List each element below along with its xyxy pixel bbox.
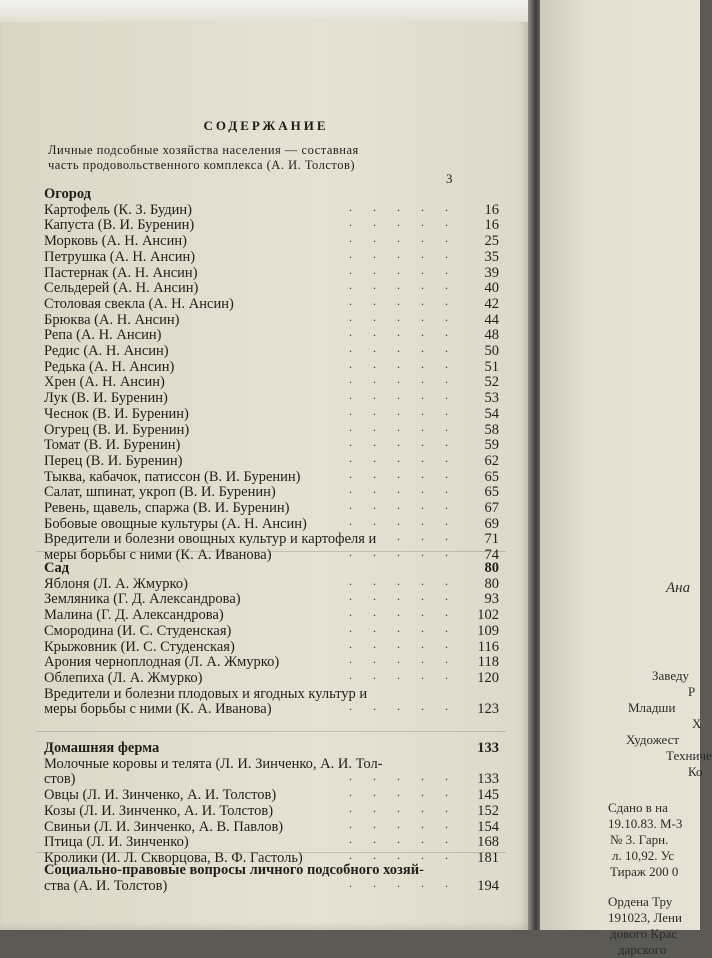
toc-page-number: 80 bbox=[484, 560, 499, 576]
toc-entry-title: Ревень, щавель, спаржа (В. И. Буренин) bbox=[44, 500, 290, 516]
leader-dots: . . . . . bbox=[349, 800, 457, 815]
section-divider bbox=[36, 731, 506, 732]
toc-entry-title: Птица (Л. И. Зинченко) bbox=[44, 834, 189, 851]
toc-title: СОДЕРЖАНИЕ bbox=[203, 118, 329, 133]
toc-entry-title: Малина (Г. Д. Александрова) bbox=[44, 607, 224, 624]
toc-page-number: 93 bbox=[484, 591, 499, 608]
section-divider bbox=[36, 551, 506, 552]
leader-dots: . . . . . bbox=[349, 498, 457, 512]
toc-page-number: 35 bbox=[484, 248, 499, 265]
toc-page-number: 16 bbox=[484, 201, 499, 218]
leader-dots: . . . . . bbox=[349, 513, 457, 528]
toc-page-number: 54 bbox=[484, 405, 499, 422]
toc-entry-title: Огурец (В. И. Буренин) bbox=[44, 421, 190, 438]
toc-section-title: Социально-правовые вопросы личного подсобного хозяй- bbox=[44, 862, 424, 878]
leader-dots: . . . . . bbox=[349, 573, 457, 588]
toc-entry-title: стов) bbox=[44, 771, 76, 788]
toc-page-number: 181 bbox=[477, 849, 499, 866]
right-page-line: Р bbox=[688, 684, 696, 699]
toc-page-number: 69 bbox=[484, 515, 499, 532]
toc-entry-title: Яблоня (Л. А. Жмурко) bbox=[44, 575, 188, 592]
toc-page-number: 120 bbox=[477, 669, 499, 686]
toc-entry-title: Перец (В. И. Буренин) bbox=[44, 452, 183, 469]
leader-dots: . . . . . bbox=[349, 293, 457, 308]
leader-dots: . . . . . bbox=[349, 246, 457, 261]
toc-page-number: 133 bbox=[477, 771, 499, 788]
toc-page-number: 67 bbox=[484, 500, 499, 516]
toc-entry-title: Вредители и болезни овощных культур и картофеля и bbox=[44, 531, 377, 548]
toc-page-number: 145 bbox=[477, 787, 499, 804]
toc-page-number: 40 bbox=[484, 280, 499, 297]
toc-entry-title: Морковь (А. Н. Ансин) bbox=[44, 233, 187, 250]
leader-dots: . . . . . bbox=[349, 450, 457, 465]
right-page-line: дарского bbox=[618, 942, 667, 957]
leader-dots: . . . . . bbox=[349, 589, 457, 604]
leader-dots: . . . . . bbox=[349, 636, 457, 651]
toc-entry-title: Молочные коровы и телята (Л. И. Зинченко, А. И. Тол- bbox=[44, 755, 383, 772]
leader-dots: . . . . . bbox=[349, 620, 457, 635]
leader-dots: . . . . . bbox=[349, 403, 457, 418]
toc-page-number: 80 bbox=[484, 575, 499, 592]
toc-intro bbox=[48, 143, 468, 173]
toc-entry-title: Пастернак (А. Н. Ансин) bbox=[44, 264, 198, 281]
toc-page-number: 51 bbox=[484, 358, 499, 375]
toc-section-title: Огород bbox=[44, 186, 91, 202]
leader-dots: . . . . . bbox=[349, 529, 457, 544]
leader-dots: . . . . . bbox=[349, 356, 457, 371]
toc-page-number: 71 bbox=[484, 531, 499, 548]
toc-page-number: 50 bbox=[484, 343, 499, 359]
toc-page-number: 194 bbox=[477, 877, 499, 894]
toc-page-number: 102 bbox=[477, 607, 499, 624]
toc-entry-title: Редька (А. Н. Ансин) bbox=[44, 358, 175, 375]
toc-entry-title: Хрен (А. Н. Ансин) bbox=[44, 374, 165, 391]
toc-entry-title: Арония черноплодная (Л. А. Жмурко) bbox=[44, 654, 280, 671]
toc-page-number: 168 bbox=[477, 834, 499, 851]
leader-dots: . . . . . bbox=[349, 816, 457, 831]
toc-entry-title: Редис (А. Н. Ансин) bbox=[44, 343, 169, 359]
toc-page-number: 133 bbox=[477, 740, 499, 756]
leader-dots: . . . . . bbox=[349, 341, 457, 355]
toc-page-number: 154 bbox=[477, 818, 499, 835]
right-page-line: № 3. Гарн. bbox=[610, 832, 669, 847]
toc-intro-line: Личные подсобные хозяйства населения — составная bbox=[48, 143, 359, 157]
leader-dots: . . . . . bbox=[349, 309, 457, 324]
right-page-line: Тираж 200 0 bbox=[610, 864, 679, 879]
right-page-line: л. 10,92. Ус bbox=[612, 848, 675, 863]
toc-page-number: 48 bbox=[484, 327, 499, 344]
toc-page-number: 62 bbox=[484, 452, 499, 469]
leader-dots: . . . . . bbox=[349, 605, 457, 620]
leader-dots: . . . . . bbox=[349, 435, 457, 450]
toc-entry-title: Тыква, кабачок, патиссон (В. И. Буренин) bbox=[44, 468, 301, 485]
toc-page-number: 59 bbox=[484, 437, 499, 454]
right-page-line: 191023, Лени bbox=[608, 910, 682, 925]
toc-entry-title: Салат, шпинат, укроп (В. И. Буренин) bbox=[44, 484, 276, 501]
leader-dots: . . . . . bbox=[349, 231, 457, 246]
leader-dots: . . . . . bbox=[349, 482, 457, 497]
toc-entry-title: Облепиха (Л. А. Жмурко) bbox=[44, 669, 203, 686]
toc-section-title: Сад bbox=[44, 560, 70, 576]
toc-entry-title: Петрушка (А. Н. Ансин) bbox=[44, 248, 196, 265]
toc-entry-title: Овцы (Л. И. Зинченко, А. И. Толстов) bbox=[44, 787, 277, 804]
right-page-line: Ана bbox=[666, 580, 691, 596]
right-page-line: Сдано в на bbox=[608, 800, 668, 815]
leader-dots: . . . . . bbox=[349, 388, 457, 403]
toc-entry-title: Чеснок (В. И. Буренин) bbox=[44, 405, 189, 422]
toc-entry-title: Крыжовник (И. С. Студенская) bbox=[44, 638, 235, 655]
leader-dots: . . . . . bbox=[349, 372, 457, 387]
leader-dots: . . . . . bbox=[349, 466, 457, 481]
toc-entry-title: меры борьбы с ними (К. А. Иванова) bbox=[44, 547, 272, 564]
toc-entry-title: Брюква (А. Н. Ансин) bbox=[44, 311, 180, 328]
toc-entry-title: Репа (А. Н. Ансин) bbox=[44, 327, 162, 344]
toc-entry-title: Земляника (Г. Д. Александрова) bbox=[44, 591, 241, 608]
toc-page-number: 152 bbox=[477, 802, 499, 819]
toc-entry-title: Бобовые овощные культуры (А. Н. Ансин) bbox=[44, 515, 307, 532]
right-page-line: Техниче bbox=[666, 748, 712, 763]
toc-page-number: 39 bbox=[484, 264, 499, 281]
toc-intro-line: часть продовольственного комплекса (А. И. Толстов) bbox=[48, 158, 356, 172]
toc-entry-title: Свиньи (Л. И. Зинченко, А. В. Павлов) bbox=[44, 818, 284, 835]
toc-page-number: 44 bbox=[484, 311, 499, 328]
toc-page-number: 118 bbox=[477, 654, 499, 671]
right-page-line: Х bbox=[692, 716, 702, 731]
toc-page-number: 25 bbox=[484, 233, 499, 250]
right-page-line: Ордена Тру bbox=[608, 894, 673, 909]
right-page-line: Заведу bbox=[652, 668, 690, 683]
leader-dots: . . . . . bbox=[349, 785, 457, 800]
toc-section-heading bbox=[44, 740, 499, 756]
leader-dots: . . . . . bbox=[349, 419, 457, 434]
toc-entry-title: Столовая свекла (А. Н. Ансин) bbox=[44, 295, 234, 312]
leader-dots: . . . . . bbox=[349, 667, 457, 682]
leader-dots: . . . . . bbox=[349, 215, 457, 230]
leader-dots: . . . . . bbox=[349, 325, 457, 340]
toc-entry-title: ства (А. И. Толстов) bbox=[44, 877, 168, 894]
section-divider bbox=[36, 852, 506, 853]
leader-dots: . . . . . bbox=[349, 545, 457, 560]
toc-entry-title: Томат (В. И. Буренин) bbox=[44, 437, 181, 454]
toc-page-number: 58 bbox=[484, 421, 499, 438]
leader-dots: . . . . . bbox=[349, 199, 457, 214]
toc-entry-title: Вредители и болезни плодовых и ягодных культур и bbox=[44, 685, 368, 702]
toc-entry-title: Козы (Л. И. Зинченко, А. И. Толстов) bbox=[44, 802, 274, 819]
leader-dots: . . . . . bbox=[349, 699, 457, 714]
toc-page-number: 65 bbox=[484, 468, 499, 485]
toc-page-number: 123 bbox=[477, 701, 499, 718]
toc-intro-page: 3 bbox=[446, 171, 453, 186]
toc-entry bbox=[44, 667, 499, 686]
toc-section-title: Домашняя ферма bbox=[44, 740, 160, 756]
toc-entry bbox=[44, 875, 499, 894]
toc-page-number: 109 bbox=[477, 622, 499, 639]
right-page-line: 19.10.83. М-3 bbox=[608, 816, 683, 831]
right-page-line: Художест bbox=[626, 732, 680, 747]
toc-entry-title: Кролики (И. Л. Скворцова, В. Ф. Гастоль) bbox=[44, 849, 303, 866]
toc-page-number: 52 bbox=[484, 374, 499, 391]
leader-dots: . . . . . bbox=[349, 262, 457, 277]
right-page-line: дового Крас bbox=[610, 926, 678, 941]
toc-page-number: 42 bbox=[484, 295, 499, 312]
toc-page-number: 16 bbox=[484, 217, 499, 234]
leader-dots: . . . . . bbox=[349, 769, 457, 784]
toc-page-number: 53 bbox=[484, 390, 499, 407]
leader-dots: . . . . . bbox=[349, 875, 457, 890]
toc-entry-title: Сельдерей (А. Н. Ансин) bbox=[44, 280, 199, 297]
right-page-line: Младши bbox=[628, 700, 676, 715]
toc-entry-title: Капуста (В. И. Буренин) bbox=[44, 217, 195, 234]
right-page-line: Ко bbox=[688, 764, 703, 779]
toc-entry-title: меры борьбы с ними (К. А. Иванова) bbox=[44, 701, 272, 718]
leader-dots: . . . . . bbox=[349, 832, 457, 847]
toc-page-number: 74 bbox=[484, 547, 499, 564]
right-page bbox=[540, 0, 712, 957]
leader-dots: . . . . . bbox=[349, 278, 457, 293]
toc-entry-title: Картофель (К. З. Будин) bbox=[44, 201, 192, 218]
leader-dots: . . . . . bbox=[349, 652, 457, 667]
toc-page-number: 65 bbox=[484, 484, 499, 501]
toc-entry bbox=[44, 701, 499, 717]
toc-entry-title: Лук (В. И. Буренин) bbox=[44, 390, 168, 407]
leader-dots: . . . . . bbox=[349, 847, 457, 862]
toc-page-number: 116 bbox=[477, 638, 499, 655]
toc-entry-title: Смородина (И. С. Студенская) bbox=[44, 622, 232, 639]
